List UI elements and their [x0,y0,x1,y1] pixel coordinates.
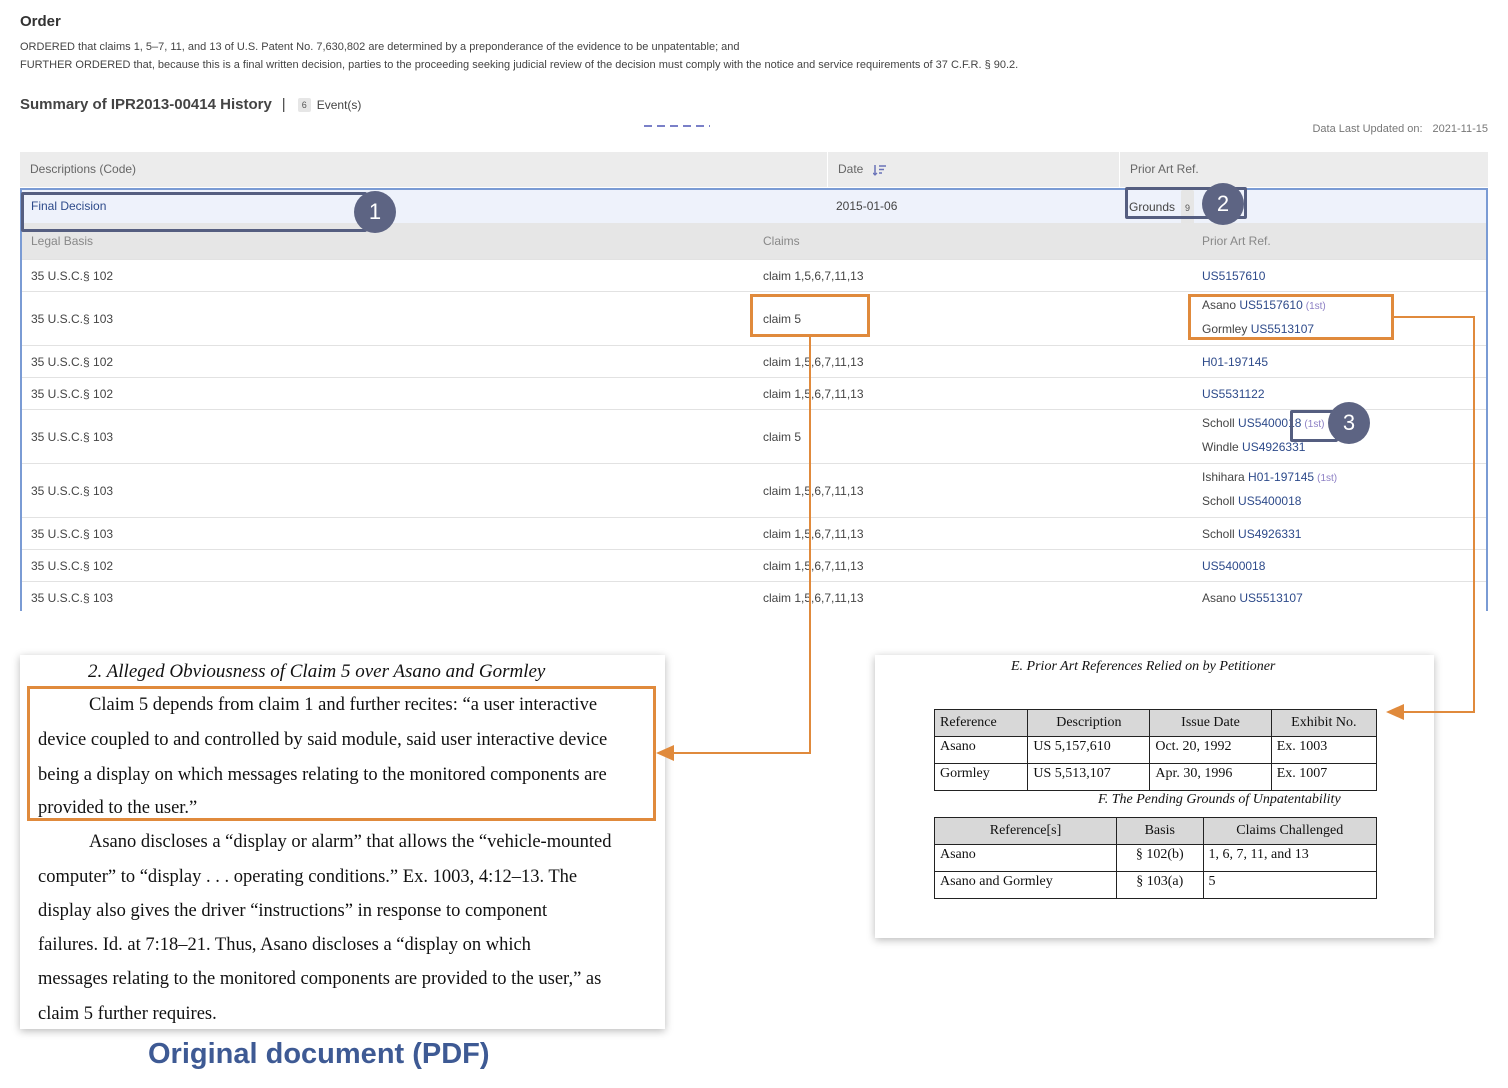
table-row [22,409,1486,463]
patent-link[interactable]: US4926331 [1242,440,1306,454]
order-heading: Order [20,13,61,30]
pdf-text-line: provided to the user.” [38,798,198,818]
table-row [22,581,1486,613]
table-row [935,737,1377,764]
pdf-text-line: Asano discloses a “display or alarm” that allows the “vehicle-mounted [89,832,612,852]
patent-link[interactable]: H01-197145 [1202,355,1269,369]
legal-basis-cell: 35 U.S.C.§ 103 [31,484,114,498]
sort-icon[interactable] [873,164,886,176]
pdf-text-line: messages relating to the monitored components are provided to the user,” as [38,969,602,989]
order-text-line: FURTHER ORDERED that, because this is a final written decision, parties to the proceeding seeking judicial review of the decision must comply with the notice and service requirements of 37 C.F.R. § 90.2. [20,59,1019,71]
history-table-body [20,188,1488,611]
summary-title: Summary of IPR2013-00414 History [20,96,272,113]
pdf-excerpt-prior-art [875,655,1434,938]
table-row [22,345,1486,377]
reference-name: Scholl [1202,527,1235,541]
prior-art-cell [1202,523,1301,546]
marker-badge: 1 [354,191,396,233]
table-row [22,549,1486,581]
prior-art-cell [1202,265,1265,288]
table-row [935,764,1377,791]
table-row [22,259,1486,291]
prior-art-cell [1202,555,1265,578]
claims-cell: claim 1,5,6,7,11,13 [763,355,864,369]
patent-link[interactable]: US5513107 [1239,591,1303,605]
patent-link[interactable]: US4926331 [1238,527,1302,541]
grounds-count-badge: 9 [1181,190,1194,227]
table-cell: Ex. 1003 [1271,737,1376,764]
table-cell: Asano [935,737,1028,764]
highlight-box-claim-5 [750,294,870,337]
column-header-description: Descriptions (Code) [30,162,137,176]
pdf-caption: Original document (PDF) [148,1038,490,1070]
claims-cell: claim 5 [763,430,802,444]
pdf-section-heading: F. The Pending Grounds of Unpatentability [1098,792,1341,807]
legal-basis-cell: 35 U.S.C.§ 103 [31,430,114,444]
claims-cell: claim 1,5,6,7,11,13 [763,484,864,498]
reference-name: Scholl [1202,494,1235,508]
legal-basis-cell: 35 U.S.C.§ 102 [31,355,114,369]
legal-basis-cell: 35 U.S.C.§ 103 [31,312,114,326]
table-row [22,517,1486,549]
pdf-section-heading: E. Prior Art References Relied on by Petitioner [1011,659,1276,674]
table-cell: Oct. 20, 1992 [1150,737,1271,764]
prior-art-ref [1202,265,1265,288]
column-header-date[interactable]: Date [827,152,1119,187]
ordinal-tag: (1st) [1305,301,1326,312]
events-label: Event(s) [316,97,362,112]
reference-name: Asano [1202,591,1237,605]
patent-link[interactable]: H01-197145 [1248,470,1315,484]
order-text-line: ORDERED that claims 1, 5–7, 11, and 13 of U.S. Patent No. 7,630,802 are determined by a preponderance of the evidence to be unpatentable; and [20,41,740,53]
legal-basis-cell: 35 U.S.C.§ 103 [31,527,114,541]
prior-art-ref [1202,555,1265,578]
pdf-text-line: claim 5 further requires. [38,1004,217,1024]
legal-basis-cell: 35 U.S.C.§ 102 [31,387,114,401]
table-header-row [935,710,1377,737]
legal-basis-cell: 35 U.S.C.§ 102 [31,269,114,283]
event-description-link[interactable]: Final Decision [31,199,107,213]
patent-link[interactable]: US5157610 [1239,298,1303,312]
table-row [935,845,1377,872]
event-count-badge: 6 [298,98,311,112]
legal-basis-cell: 35 U.S.C.§ 103 [31,591,114,605]
reference-name: Scholl [1202,416,1235,430]
prior-art-reference-table [934,709,1377,791]
claims-cell: claim 1,5,6,7,11,13 [763,527,864,541]
prior-art-cell [1202,466,1337,513]
pdf-text-line: failures. Id. at 7:18–21. Thus, Asano discloses a “display on which [38,935,531,955]
prior-art-ref [1202,383,1265,406]
highlight-box-claim-text [27,686,656,821]
last-updated-label: Data Last Updated on: [1312,123,1423,135]
pdf-text-line: being a display on which messages relating to the monitored components are [38,765,607,785]
reference-name: Windle [1202,440,1239,454]
table-row [935,872,1377,899]
patent-link[interactable]: US5400018 [1238,494,1302,508]
last-updated [1312,123,1488,135]
pdf-text-line: Claim 5 depends from claim 1 and further recites: “a user interactive [89,695,598,715]
ordinal-tag: (1st) [1304,419,1325,430]
pdf-section-heading: 2. Alleged Obviousness of Claim 5 over Asano and Gormley [88,661,546,682]
table-header-cell: Claims Challenged [1203,818,1376,845]
sub-header-prior-art: Prior Art Ref. [1202,234,1271,248]
table-cell: US 5,513,107 [1028,764,1150,791]
pending-grounds-table [934,817,1377,899]
table-header-cell: Exhibit No. [1271,710,1376,737]
sub-header-legal-basis: Legal Basis [31,234,94,248]
claims-cell: claim 1,5,6,7,11,13 [763,269,864,283]
patent-link[interactable]: US5513107 [1250,322,1315,336]
pdf-text-line: display also gives the driver “instructions” in response to component [38,901,548,921]
claims-cell: claim 5 [763,312,802,326]
table-header-cell: Description [1028,710,1150,737]
table-header-cell: Basis [1117,818,1204,845]
legal-basis-cell: 35 U.S.C.§ 102 [31,559,114,573]
patent-link[interactable]: US5531122 [1202,387,1265,401]
table-cell: US 5,157,610 [1028,737,1150,764]
prior-art-cell [1202,587,1303,610]
patent-link[interactable]: US5400018 [1238,416,1302,430]
title-separator: | [281,96,286,113]
table-cell: 1, 6, 7, 11, and 13 [1203,845,1376,872]
marker-badge: 3 [1328,402,1370,444]
highlight-box-final-decision [21,192,367,232]
prior-art-ref [1202,587,1303,610]
column-header-prior-art: Prior Art Ref. [1119,152,1488,187]
table-cell: Gormley [935,764,1028,791]
claims-cell: claim 1,5,6,7,11,13 [763,387,864,401]
prior-art-ref [1202,466,1337,490]
summary-title-bar [20,96,361,113]
patent-link[interactable]: US5400018 [1202,559,1266,573]
prior-art-ref [1202,351,1268,374]
claims-cell: claim 1,5,6,7,11,13 [763,559,864,573]
table-header-cell: Reference[s] [935,818,1117,845]
prior-art-cell [1202,351,1268,374]
loading-dashes-icon [644,121,710,131]
table-cell: § 103(a) [1117,872,1204,899]
pdf-text-line: device coupled to and controlled by said module, said user interactive device [38,730,608,750]
sub-header-claims: Claims [763,234,800,248]
reference-name: Gormley [1202,322,1248,336]
pdf-text-line: computer” to “display . . . operating conditions.” Ex. 1003, 4:12–13. The [38,867,578,887]
table-cell: Apr. 30, 1996 [1150,764,1271,791]
prior-art-ref [1202,523,1301,546]
table-cell: 5 [1203,872,1376,899]
table-header-cell: Issue Date [1150,710,1271,737]
marker-badge: 2 [1202,183,1244,225]
table-cell: § 102(b) [1117,845,1204,872]
table-row [22,377,1486,409]
table-cell: Asano and Gormley [935,872,1117,899]
last-updated-value: 2021-11-15 [1432,123,1488,135]
ordinal-tag: (1st) [1317,473,1338,484]
table-header-cell: Reference [935,710,1028,737]
prior-art-cell [1202,383,1265,406]
history-table-header [20,152,1488,187]
table-row [22,463,1486,517]
highlight-box-asano-gormley [1188,294,1394,340]
event-date: 2015-01-06 [836,199,898,213]
reference-name: Ishihara [1202,470,1245,484]
table-cell: Ex. 1007 [1271,764,1376,791]
reference-name: Asano [1202,298,1237,312]
patent-link[interactable]: US5157610 [1202,269,1266,283]
grounds-label: Grounds [1129,200,1176,214]
table-cell: Asano [935,845,1117,872]
prior-art-ref [1202,490,1337,513]
claims-cell: claim 1,5,6,7,11,13 [763,591,864,605]
table-header-row [935,818,1377,845]
